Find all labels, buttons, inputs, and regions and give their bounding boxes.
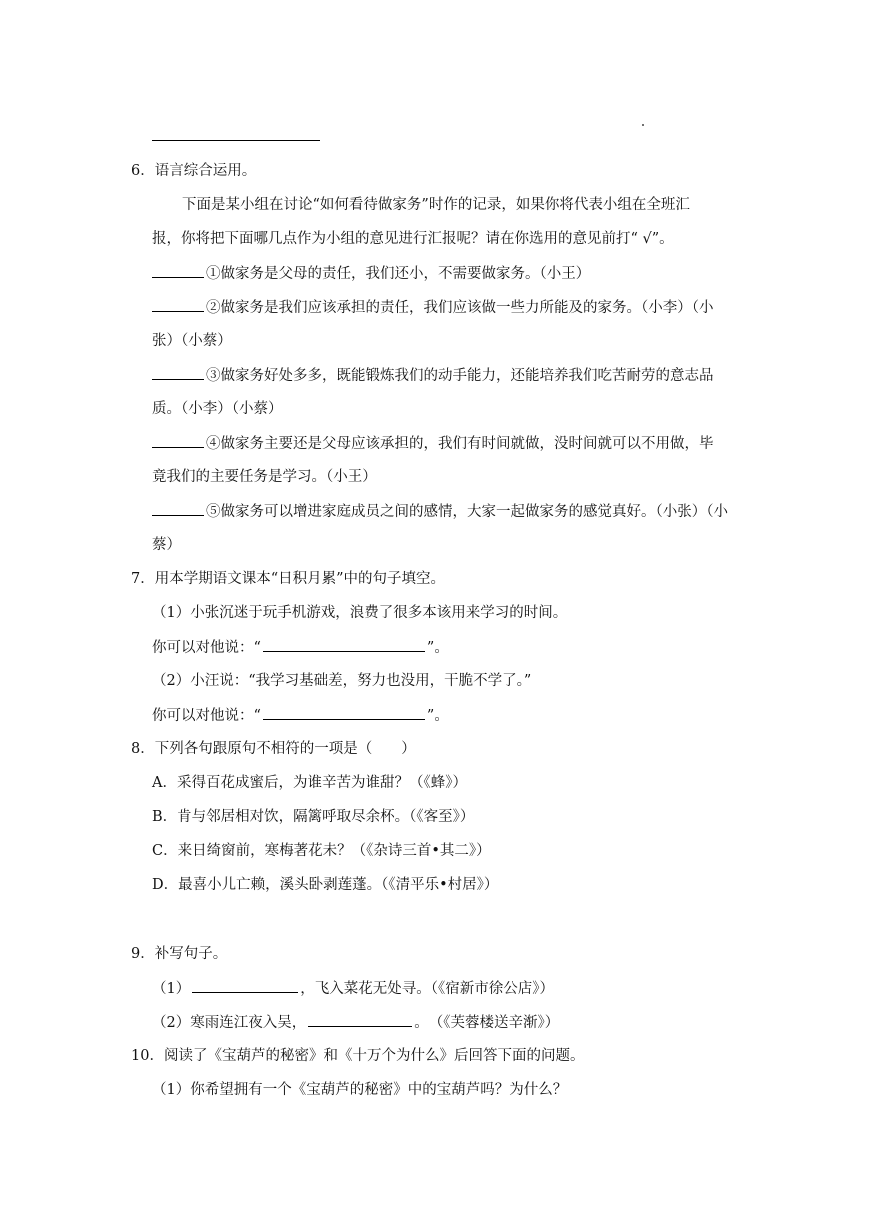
q7-answer-2-prefix: 你可以对他说：“	[152, 708, 261, 724]
q7-part2: （2）小汪说：“我学习基础差，努力也没用，干脆不学了。”	[152, 673, 532, 689]
q6-option-5	[152, 501, 728, 522]
q6-option-4	[152, 433, 714, 454]
q9-line-2-suffix: 。 （《芙蓉楼送辛渐》）	[414, 1015, 560, 1031]
q6-option-2-blank[interactable]	[152, 297, 204, 312]
q6-option-3-cont: 质。（小李）（小蔡）	[152, 401, 283, 417]
q6-option-4-text: ④做家务主要还是父母应该承担的，我们有时间就做，没时间就可以不用做，毕	[206, 436, 714, 452]
q9-line-1-blank[interactable]	[192, 978, 298, 993]
q9-line-1-prefix: （1）	[152, 981, 191, 997]
q7-answer-1-suffix: ”。	[426, 640, 449, 656]
q6-option-5-cont: 蔡）	[152, 537, 181, 553]
q8-option-d[interactable]: D．最喜小儿亡赖，溪头卧剥莲蓬。（《清平乐•村居》）	[152, 877, 499, 893]
stray-dot	[642, 124, 644, 126]
q7-answer-1-blank[interactable]	[263, 637, 425, 652]
q9-line-2-blank[interactable]	[308, 1012, 412, 1027]
q9-title: 9．补写句子。	[131, 946, 228, 962]
q7-answer-1-prefix: 你可以对他说：“	[152, 640, 261, 656]
q8-title: 8．下列各句跟原句不相符的一项是（ ）	[131, 741, 416, 757]
q7-answer-1	[152, 637, 449, 658]
q6-option-5-blank[interactable]	[152, 501, 204, 516]
q6-title: 6．语言综合运用。	[131, 163, 257, 179]
q9-line-2-prefix: （2）寒雨连江夜入吴，	[152, 1015, 307, 1031]
q8-option-a[interactable]: A．采得百花成蜜后，为谁辛苦为谁甜？（《蜂》）	[152, 775, 467, 791]
q9-line-2	[152, 1012, 559, 1033]
q6-option-1	[152, 263, 590, 284]
q6-option-4-cont: 竟我们的主要任务是学习。（小王）	[152, 469, 377, 485]
q9-line-1	[152, 978, 554, 999]
q7-answer-2-suffix: ”。	[426, 708, 449, 724]
q10-part1: （1）你希望拥有一个《宝葫芦的秘密》中的宝葫芦吗？为什么？	[152, 1082, 568, 1098]
q6-option-2-text: ②做家务是我们应该承担的责任，我们应该做一些力所能及的家务。（小李）（小	[206, 300, 714, 316]
q6-option-2	[152, 297, 714, 318]
q7-answer-2	[152, 705, 449, 726]
q6-intro-line2: 报，你将把下面哪几点作为小组的意见进行汇报呢？请在你选用的意见前打“ √”。	[152, 231, 674, 247]
q6-option-4-blank[interactable]	[152, 433, 204, 448]
q6-option-2-cont: 张）（小蔡）	[152, 333, 232, 349]
q7-title: 7．用本学期语文课本“日积月累”中的句子填空。	[131, 571, 446, 587]
q7-part1: （1）小张沉迷于玩手机游戏，浪费了很多本该用来学习的时间。	[152, 605, 568, 621]
q7-answer-2-blank[interactable]	[263, 705, 425, 720]
q6-intro-line1: 下面是某小组在讨论“如何看待做家务”时作的记录，如果你将代表小组在全班汇	[182, 197, 690, 213]
q6-option-3-text: ③做家务好处多多，既能锻炼我们的动手能力，还能培养我们吃苦耐劳的意志品	[206, 368, 714, 384]
q6-option-3	[152, 365, 714, 386]
q6-option-3-blank[interactable]	[152, 365, 204, 380]
q6-option-5-text: ⑤做家务可以增进家庭成员之间的感情，大家一起做家务的感觉真好。（小张）（小	[206, 504, 728, 520]
q6-option-1-text: ①做家务是父母的责任，我们还小，不需要做家务。（小王）	[206, 266, 591, 282]
answer-line-top	[152, 140, 320, 141]
q8-option-c[interactable]: C．来日绮窗前，寒梅著花未？（《杂诗三首•其二》）	[152, 843, 491, 859]
q6-option-1-blank[interactable]	[152, 263, 204, 278]
q10-title: 10．阅读了《宝葫芦的秘密》和《十万个为什么》后回答下面的问题。	[131, 1048, 585, 1064]
q8-option-b[interactable]: B．肯与邻居相对饮，隔篱呼取尽余杯。（《客至》）	[152, 809, 475, 825]
q9-line-1-suffix: ，飞入菜花无处寻。（《宿新市徐公店》）	[300, 981, 554, 997]
